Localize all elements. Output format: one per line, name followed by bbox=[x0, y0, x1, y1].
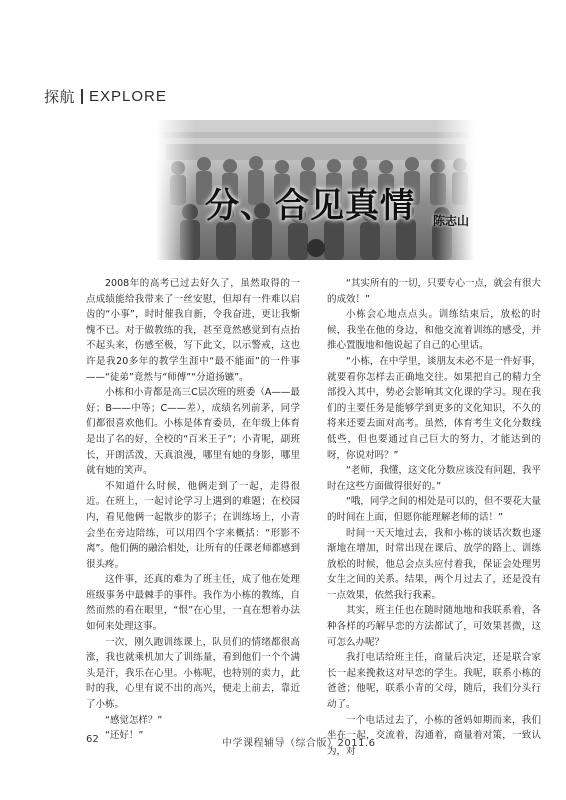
journal-name: 中学课程辅导（综合版）2011.6 bbox=[222, 738, 376, 749]
paragraph: “还好！” bbox=[105, 730, 144, 742]
section-divider bbox=[81, 89, 83, 104]
paragraph: 我打电话给班主任，商量后决定，还是联合家长一起来挽救这对早恋的学生。我呢，联系小栋的爸爸；他呢，联系小青的父母，随后，我们分头行动了。 bbox=[327, 652, 541, 711]
paragraph: “其实所有的一切，只要专心一点，就会有很大的成效！” bbox=[327, 278, 541, 305]
paragraph: 这件事，还真的难为了班主任，成了他在处理班级事务中最棘手的事件。我作为小栋的教练，自然而然的看在眼里，“恨”在心里，一直在想着办法如何来处理这事。 bbox=[86, 574, 300, 633]
paragraph: 小栋会心地点点头。训练结束后，放松的时候，我坐在他的身边，和他交流着训练的感受，并推心置腹地和他说起了自己的心里话。 bbox=[327, 309, 541, 352]
page-number: 62 bbox=[86, 734, 99, 745]
paragraph: 不知道什么时候，他俩走到了一起，走得很近。在班上，一起讨论学习上遇到的难题；在校园内，看见他俩一起散步的影子；在训练场上，小青会坐在旁边陪练，可以用四个字来概括：“形影不离”。他们俩的融洽相处，让所有的任课老师都感到很头疼。 bbox=[86, 480, 300, 570]
paragraph: “感觉怎样？” bbox=[105, 714, 163, 726]
paragraph: 小栋和小青都是高三C层次班的班委（A——最好；B——中等；C——差），成绩名列前茅，同学们都很喜欢他们。小栋是体育委员，在年级上体育是出了名的好，全校的“百米王子”；小青呢，副班长，开朗活泼，天真浪漫，哪里有她的身影，哪里就有她的笑声。 bbox=[86, 387, 300, 477]
section-label-cn: 探航 bbox=[44, 88, 76, 106]
paragraph: 一次，刚久跑训练课上，队员们的情绪都很高涨，我也就乘机加大了训练量，看到他们一个个满头是汗，我乐在心里。小栋呢，也特别的卖力，此时的我，心里有说不出的高兴，便走上前去，靠近了小栋。 bbox=[86, 636, 300, 711]
paragraph: 时间一天天地过去，我和小栋的谈话次数也逐渐地在增加，时常出现在课后、放学的路上、训练放松的时候，他总会点头应付着我，保证会处理男女生之间的关系。结果，两个月过去了，还是没有一点效果，依然我行我素。 bbox=[327, 527, 541, 601]
article-body-left-column bbox=[86, 276, 300, 744]
article-body-right-column bbox=[327, 276, 541, 759]
paragraph: “老师，我懂，这文化分数应该没有问题，我平时在这些方面做得很好的。” bbox=[327, 465, 541, 492]
article-author: 陈志山 bbox=[433, 214, 470, 228]
paragraph: 其实，班主任也在随时随地地和我联系着，各种各样的巧解早恋的方法都试了，可效果甚微，这可怎么办呢？ bbox=[327, 605, 541, 648]
section-label-en: EXPLORE bbox=[89, 88, 167, 105]
paragraph: “小栋，在中学里，谈朋友未必不是一件好事，就要看你怎样去正确地交往。如果把自己的精力全部投入其中，势必会影响其文化课的学习。现在我们的主要任务是能够学到更多的文化知识，不久的将来还要去面对高考。虽然，体育考生文化分数线低些，但也要通过自己巨大的努力，才能达到的呀，你说对吗？” bbox=[327, 355, 541, 461]
paragraph: 2008年的高考已过去好久了，虽然取得的一点成绩能给我带来了一丝安慰，但却有一件难以启齿的“小事”，时时催我自新，令我奋进，更让我惭愧不已。对于做教练的我，甚至竟然感觉到有点抬不起头来，伤感至极，写下此文，以示警戒，这也许是我20多年的教学生涯中“最不能面”的一件事——“徒弟”竟然与“师傅”“分道扬镳”。 bbox=[86, 278, 300, 383]
paragraph: 一个电话过去了，小栋的爸妈如期而来，我们坐在一起，交流着，沟通着，商量着对策，一致认为，对 bbox=[327, 714, 541, 757]
article-title: 分、合见真情 bbox=[205, 186, 415, 226]
section-header bbox=[44, 86, 167, 107]
paragraph: “哦，同学之间的相处是可以的，但不要花大量的时间在上面，但愿你能理解老师的话！” bbox=[327, 496, 541, 523]
